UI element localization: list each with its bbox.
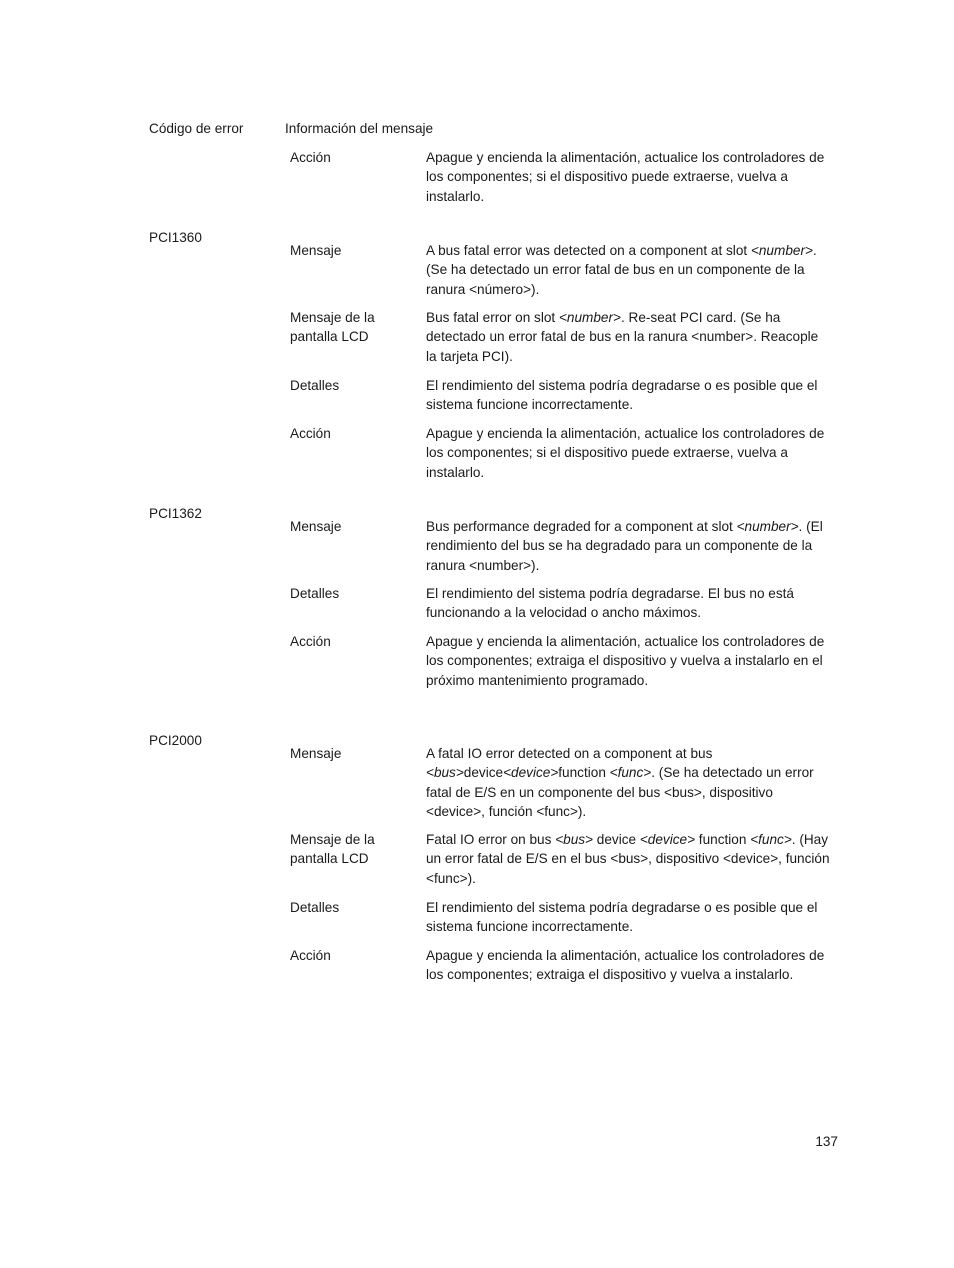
column-header-code: Código de error <box>149 121 244 136</box>
error-code-pci1362: PCI1362 <box>149 506 202 521</box>
row-text-detalles: El rendimiento del sistema podría degradarse o es posible que el sistema funcione incorrectamente. <box>426 378 818 413</box>
row-label-lcd: Mensaje de la pantalla LCD <box>290 832 375 867</box>
error-code-pci2000: PCI2000 <box>149 733 202 748</box>
error-code-pci1360: PCI1360 <box>149 230 202 245</box>
row-text-accion: Apague y encienda la alimentación, actualice los controladores de los componentes; extraiga el dispositivo y vuelva a instalarlo. <box>426 948 825 983</box>
row-label-lcd: Mensaje de la pantalla LCD <box>290 310 375 345</box>
row-label-mensaje: Mensaje <box>290 519 342 534</box>
row-text-accion: Apague y encienda la alimentación, actualice los controladores de los componentes; extraiga el dispositivo y vuelva a instalarlo en el próximo mantenimiento programado. <box>426 634 825 688</box>
row-label-detalles: Detalles <box>290 586 340 601</box>
row-label-mensaje: Mensaje <box>290 746 342 761</box>
row-text-accion: Apague y encienda la alimentación, actualice los controladores de los componentes; si el dispositivo puede extraerse, vuelva a instalarlo. <box>426 150 825 204</box>
row-text-lcd: Bus fatal error on slot <number>. Re-seat PCI card. (Se ha detectado un error fatal de bus en la ranura <number>. Reacople la tarjeta PCI). <box>426 310 819 364</box>
row-text-detalles: El rendimiento del sistema podría degradarse o es posible que el sistema funcione incorrectamente. <box>426 900 818 935</box>
row-label-accion: Acción <box>290 150 331 165</box>
row-label-accion: Acción <box>290 426 331 441</box>
row-label-accion: Acción <box>290 948 331 963</box>
row-text-detalles: El rendimiento del sistema podría degradarse. El bus no está funcionando a la velocidad o ancho máximos. <box>426 586 794 621</box>
row-text-mensaje: Bus performance degraded for a component at slot <number>. (El rendimiento del bus se ha degradado para un componente de la ranura <number>). <box>426 519 823 573</box>
row-label-accion: Acción <box>290 634 331 649</box>
row-text-accion: Apague y encienda la alimentación, actualice los controladores de los componentes; si el dispositivo puede extraerse, vuelva a instalarlo. <box>426 426 825 480</box>
page-number: 137 <box>815 1134 838 1149</box>
column-header-info: Información del mensaje <box>285 121 434 136</box>
row-label-detalles: Detalles <box>290 378 340 393</box>
row-text-lcd: Fatal IO error on bus <bus> device <device> function <func>. (Hay un error fatal de E/S en el bus <bus>, dispositivo <device>, función <func>). <box>426 832 830 886</box>
row-text-mensaje: A bus fatal error was detected on a component at slot <number>. (Se ha detectado un error fatal de bus en un componente de la ranura <número>). <box>426 243 817 297</box>
row-text-mensaje: A fatal IO error detected on a component at bus <bus>device<device>function <func>. (Se ha detectado un error fatal de E/S en un componente del bus <bus>, dispositivo <device>, función <func>). <box>426 746 814 819</box>
row-label-mensaje: Mensaje <box>290 243 342 258</box>
row-label-detalles: Detalles <box>290 900 340 915</box>
